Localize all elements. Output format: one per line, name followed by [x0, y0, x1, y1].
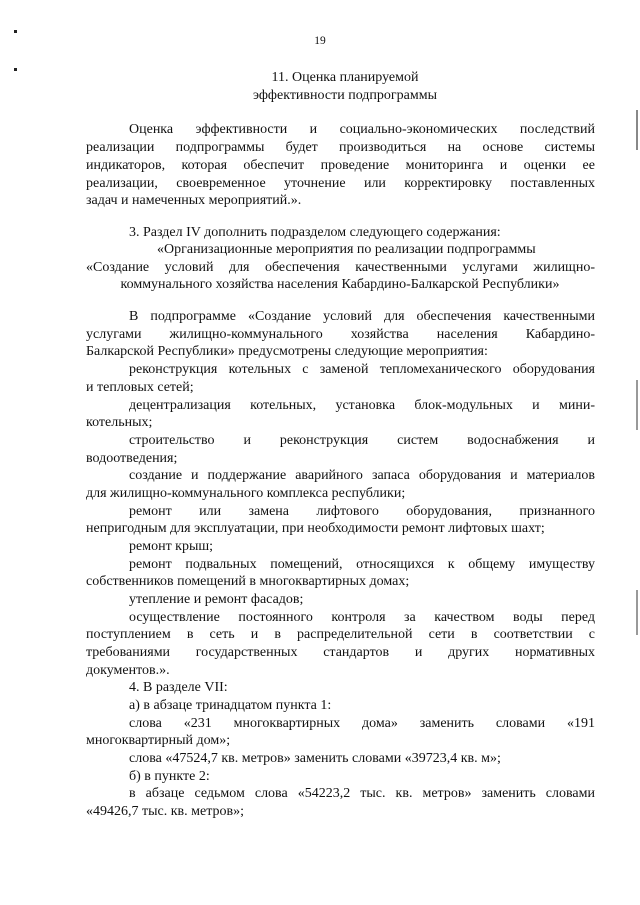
text-line: «Организационные мероприятия по реализации подпрограммы	[157, 242, 536, 257]
scan-edge-mark	[636, 110, 638, 150]
text-line: для жилищно-коммунального комплекса республики;	[86, 486, 406, 501]
text-line: создание и поддержание аварийного запаса оборудования и материалов	[129, 468, 595, 483]
text-line: слова «47524,7 кв. метров» заменить словами «39723,4 кв. м»;	[129, 751, 501, 766]
text-line: слова «231 многоквартирных дома» заменить словами «191	[129, 716, 595, 731]
text-line: услугами жилищно-коммунального хозяйства населения Кабардино-	[86, 327, 595, 342]
text-line: Оценка эффективности и социально-экономических последствий	[129, 122, 595, 137]
text-line: децентрализация котельных, установка блок-модульных и мини-	[129, 398, 595, 413]
text-line: индикаторов, которая обеспечит проведение мониторинга и оценки ее	[86, 158, 595, 173]
text-line: 3. Раздел IV дополнить подразделом следующего содержания:	[129, 225, 501, 240]
text-line: документов.».	[86, 663, 170, 678]
text-line: задач и намеченных мероприятий.».	[86, 193, 302, 208]
section-title-line: 11. Оценка планируемой	[271, 70, 419, 85]
text-line: собственников помещений в многоквартирных домах;	[86, 574, 410, 589]
scan-edge-mark	[636, 590, 638, 635]
text-line: а) в абзаце тринадцатом пункта 1:	[129, 698, 332, 713]
text-line: реконструкция котельных с заменой тепломеханического оборудования	[129, 362, 595, 377]
text-line: б) в пункте 2:	[129, 769, 210, 784]
text-line: многоквартирный дом»;	[86, 733, 231, 748]
text-line: реализации подпрограммы будет производиться на основе системы	[86, 140, 595, 155]
text-line: В подпрограмме «Создание условий для обеспечения качественными	[129, 309, 595, 324]
scan-edge-mark	[636, 380, 638, 430]
text-line: коммунального хозяйства населения Кабардино-Балкарской Республики»	[120, 277, 560, 292]
text-line: реализации, своевременное уточнение или корректировку поставленных	[86, 176, 595, 191]
text-line: «49426,7 тыс. кв. метров»;	[86, 804, 245, 819]
text-line: Балкарской Республики» предусмотрены следующие мероприятия:	[86, 344, 488, 359]
text-line: ремонт крыш;	[129, 539, 214, 554]
text-line: водоотведения;	[86, 451, 178, 466]
scan-mark	[14, 30, 17, 33]
text-line: строительство и реконструкция систем водоснабжения и	[129, 433, 595, 448]
text-line: «Создание условий для обеспечения качественными услугами жилищно-	[86, 260, 595, 275]
text-line: ремонт или замена лифтового оборудования, признанного	[129, 504, 595, 519]
text-line: 4. В разделе VII:	[129, 680, 228, 695]
text-line: требованиями государственных стандартов и других нормативных	[86, 645, 595, 660]
text-line: и тепловых сетей;	[86, 380, 194, 395]
text-line: осуществление постоянного контроля за качеством воды перед	[129, 610, 595, 625]
text-line: утепление и ремонт фасадов;	[129, 592, 304, 607]
text-line: в абзаце седьмом слова «54223,2 тыс. кв. метров» заменить словами	[129, 786, 595, 801]
text-line: непригодным для эксплуатации, при необходимости ремонт лифтовых шахт;	[86, 521, 545, 536]
text-line: поступлением в сеть и в распределительной сети в соответствии с	[86, 627, 595, 642]
page-number: 19	[314, 35, 326, 47]
section-title-line: эффективности подпрограммы	[253, 88, 437, 103]
text-line: котельных;	[86, 415, 153, 430]
text-line: ремонт подвальных помещений, относящихся к общему имуществу	[129, 557, 595, 572]
